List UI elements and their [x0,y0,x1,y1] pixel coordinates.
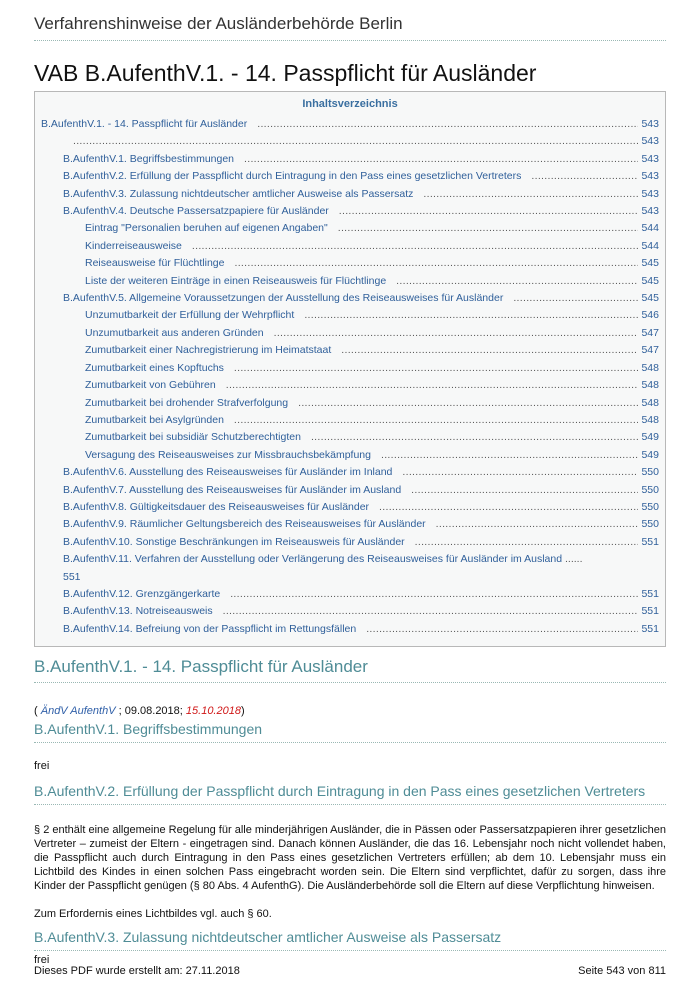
site-title: Verfahrenshinweise der Ausländerbehörde Berlin [34,14,666,41]
page-footer [34,965,666,977]
toc-leader-dots [244,151,638,168]
toc-entry-page[interactable]: 543 [641,187,659,200]
amendment-date: ; 09.08.2018; [115,705,186,718]
toc-entry-label[interactable]: Zumutbarkeit eines Kopftuchs [85,361,224,374]
toc-leader-dots [423,186,638,203]
toc-leader-dots [339,203,639,220]
toc-leader-dots [298,395,638,412]
toc-entry-label[interactable]: B.AufenthV.3. Zulassung nichtdeutscher amtlicher Ausweise als Passersatz [63,187,414,200]
toc-entry[interactable] [41,395,659,412]
toc-entry-page[interactable]: 545 [641,257,659,270]
toc-entry-label[interactable]: B.AufenthV.4. Deutsche Passersatzpapiere für Ausländer [63,205,329,218]
subsection-title-3: B.AufenthV.3. Zulassung nichtdeutscher amtlicher Ausweise als Passersatz [34,929,666,951]
toc-entry-label[interactable]: Zumutbarkeit von Gebühren [85,379,216,392]
toc-entry-label[interactable]: Zumutbarkeit bei subsidiär Schutzberechtigten [85,431,301,444]
toc-entry[interactable] [41,447,659,464]
toc-entry[interactable] [41,482,659,499]
toc-leader-dots [223,603,639,620]
toc-entry-label[interactable]: Unzumutbarkeit aus anderen Gründen [85,326,264,339]
toc-heading: Inhaltsverzeichnis [302,98,398,110]
subsection-paragraph-2: Zum Erfordernis eines Lichtbildes vgl. auch § 60. [34,908,272,921]
toc-entry[interactable] [41,255,659,272]
toc-entry[interactable] [41,603,659,620]
toc-entry[interactable] [41,307,659,324]
toc-entry-page[interactable]: 548 [641,413,659,426]
toc-entry-label[interactable]: B.AufenthV.13. Notreiseausweis [63,605,213,618]
toc-entry[interactable] [41,238,659,255]
toc-leader-dots: ...... [562,553,583,566]
toc-entry-page[interactable]: 545 [641,292,659,305]
toc-entry-page[interactable]: 550 [641,500,659,513]
toc-list [41,116,659,638]
toc-entry-page[interactable]: 544 [641,239,659,252]
toc-leader-dots [338,220,639,237]
toc-entry-page[interactable]: 543 [641,170,659,183]
toc-entry-page[interactable]: 547 [641,344,659,357]
toc-leader-dots [341,342,638,359]
toc-leader-dots [311,429,639,446]
table-of-contents [34,91,666,647]
toc-entry-page[interactable]: 551 [63,570,81,583]
toc-entry[interactable] [41,325,659,342]
toc-entry[interactable] [41,464,659,481]
toc-entry-page[interactable]: 550 [641,518,659,531]
toc-entry[interactable] [41,377,659,394]
toc-entry-page[interactable]: 551 [641,605,659,618]
toc-leader-dots [73,133,638,150]
toc-entry[interactable] [41,342,659,359]
toc-entry-page[interactable]: 548 [641,396,659,409]
footer-page-number: Seite 543 von 811 [578,965,666,977]
toc-entry-page[interactable]: 549 [641,431,659,444]
toc-entry-label[interactable]: B.AufenthV.12. Grenzgängerkarte [63,587,221,600]
toc-entry-label[interactable]: Reiseausweise für Flüchtlinge [85,257,225,270]
page-title: VAB B.AufenthV.1. - 14. Passpflicht für Ausländer [34,60,537,86]
toc-entry-page[interactable]: 543 [641,152,659,165]
toc-leader-dots [381,447,638,464]
toc-leader-dots [304,307,638,324]
toc-entry[interactable] [41,133,659,150]
toc-entry-page[interactable]: 551 [641,622,659,635]
toc-entry-label[interactable]: Zumutbarkeit einer Nachregistrierung im Heimatstaat [85,344,332,357]
toc-entry-label[interactable]: B.AufenthV.11. Verfahren der Ausstellung oder Verlängerung des Reiseausweises für Ausländer im Ausland [63,553,563,566]
toc-leader-dots [192,238,639,255]
toc-entry-label[interactable]: B.AufenthV.7. Ausstellung des Reiseausweises für Ausländer im Ausland [63,483,402,496]
toc-leader-dots [274,325,639,342]
amendment-note [34,705,666,717]
amendment-close: ) [240,705,245,718]
subsection-body-3: frei [34,954,50,967]
toc-entry-label[interactable]: B.AufenthV.2. Erfüllung der Passpflicht durch Eintragung in den Pass eines gesetzlichen Vertreters [63,170,522,183]
toc-leader-dots [531,168,638,185]
toc-leader-dots [396,273,638,290]
toc-leader-dots [234,255,638,272]
toc-entry[interactable] [41,412,659,429]
toc-leader-dots [226,377,639,394]
toc-entry[interactable] [41,360,659,377]
toc-entry-page[interactable]: 548 [641,379,659,392]
amendment-open: ( [34,705,41,718]
footer-created: Dieses PDF wurde erstellt am: 27.11.2018 [34,965,240,977]
toc-entry[interactable] [41,151,659,168]
toc-entry-page[interactable]: 546 [641,309,659,322]
toc-entry[interactable] [41,621,659,638]
toc-entry[interactable] [41,168,659,185]
amendment-red-date: 15.10.2018 [185,705,241,718]
toc-entry[interactable] [41,551,659,586]
toc-entry-page[interactable]: 551 [641,587,659,600]
toc-entry-page[interactable]: 544 [641,222,659,235]
toc-leader-dots [257,116,638,133]
toc-entry-label[interactable]: B.AufenthV.14. Befreiung von der Passpflicht im Rettungsfällen [63,622,357,635]
toc-entry[interactable] [41,290,659,307]
toc-leader-dots [513,290,638,307]
subsection-title-2: B.AufenthV.2. Erfüllung der Passpflicht durch Eintragung in den Pass eines gesetzlichen Vertreters [34,783,666,805]
toc-entry-page[interactable]: 551 [641,535,659,548]
toc-leader-dots [402,464,638,481]
toc-leader-dots [379,499,638,516]
toc-leader-dots [234,412,639,429]
toc-entry-label[interactable]: Eintrag "Personalien beruhen auf eigenen Angaben" [85,222,328,235]
toc-entry-page[interactable]: 547 [641,326,659,339]
toc-leader-dots [230,586,638,603]
document-page [34,0,666,967]
toc-entry-label[interactable]: B.AufenthV.1. - 14. Passpflicht für Ausländer [41,118,248,130]
toc-entry-label[interactable]: Unzumutbarkeit der Erfüllung der Wehrpflicht [85,309,295,322]
amendment-link[interactable]: ÄndV AufenthV [40,705,116,718]
toc-entry[interactable] [41,220,659,237]
toc-entry-label[interactable]: B.AufenthV.6. Ausstellung des Reiseausweises für Ausländer im Inland [63,466,393,479]
toc-entry-label[interactable]: B.AufenthV.1. Begriffsbestimmungen [63,152,235,165]
toc-entry[interactable] [41,116,659,133]
toc-entry[interactable] [41,499,659,516]
toc-entry-label[interactable]: B.AufenthV.9. Räumlicher Geltungsbereich des Reiseausweises für Ausländer [63,518,426,531]
subsection-title-1: B.AufenthV.1. Begriffsbestimmungen [34,721,666,743]
toc-leader-dots [411,482,638,499]
toc-leader-dots [234,360,639,377]
toc-entry-label[interactable]: Kinderreiseausweise [85,239,182,252]
toc-entry-label[interactable]: B.AufenthV.5. Allgemeine Voraussetzungen der Ausstellung des Reiseausweises für Ausländer [63,292,504,305]
toc-entry-label[interactable]: Liste der weiteren Einträge in einen Reiseausweis für Flüchtlinge [85,274,387,287]
toc-entry[interactable] [41,534,659,551]
toc-entry-page[interactable]: 543 [641,118,659,130]
toc-entry[interactable] [41,273,659,290]
subsection-paragraph-1: § 2 enthält eine allgemeine Regelung für alle minderjährigen Ausländer, die in Pässen oder Passersatzpapieren ihrer gesetzlichen Vertreter – zumeist der Eltern - eingetragen sind. Danach können Ausländer, die das 16. Lebensjahr noch nicht vollendet haben, die Passpflicht auch durch Eintragung in den Pass eines gesetzlichen Vertreters erfüllen; ab dem 10. Lebensjahr muss ein Lichtbild des Kindes in einen solchen Pass eingebracht worden sein. Die Eltern sind verpflichtet, dafür zu sorgen, dass ihre Kinder der Passpflicht genügen (§ 80 Abs. 4 AufenthG). Die Ausländerbehörde soll die Eltern auf diese Verpflichtung hinweisen. [34,824,666,893]
toc-entry[interactable] [41,186,659,203]
toc-entry-page[interactable]: 543 [641,135,659,148]
toc-entry-label[interactable]: Zumutbarkeit bei Asylgründen [85,413,224,426]
toc-entry-label[interactable]: B.AufenthV.8. Gültigkeitsdauer des Reiseausweises für Ausländer [63,500,370,513]
toc-entry-page[interactable]: 548 [641,361,659,374]
toc-entry-page[interactable]: 549 [641,448,659,461]
section-title: B.AufenthV.1. - 14. Passpflicht für Ausländer [34,657,666,683]
toc-entry-page[interactable]: 550 [641,483,659,496]
toc-entry[interactable] [41,429,659,446]
toc-entry-label[interactable]: Zumutbarkeit bei drohender Strafverfolgung [85,396,289,409]
toc-entry-page[interactable]: 545 [641,274,659,287]
subsection-body-1: frei [34,760,50,773]
toc-leader-dots [436,516,639,533]
toc-entry-page[interactable]: 543 [641,205,659,218]
toc-leader-dots [366,621,638,638]
toc-entry[interactable] [41,586,659,603]
toc-entry[interactable] [41,203,659,220]
toc-entry[interactable] [41,516,659,533]
toc-entry-label[interactable]: B.AufenthV.10. Sonstige Beschränkungen im Reiseausweis für Ausländer [63,535,405,548]
toc-entry-page[interactable]: 550 [641,466,659,479]
toc-leader-dots [415,534,639,551]
toc-entry-label[interactable]: Versagung des Reiseausweises zur Missbrauchsbekämpfung [85,448,371,461]
